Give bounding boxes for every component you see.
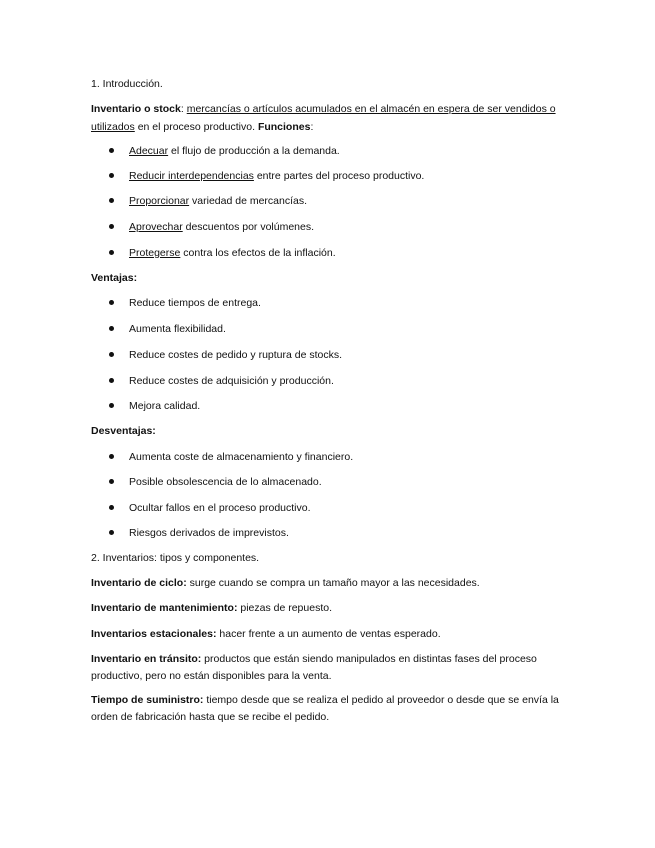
tipo-term: Inventario en tránsito: (91, 653, 202, 665)
bullet-icon (109, 403, 114, 408)
inventario-definition-rest: en el proceso productivo. (134, 121, 258, 133)
bullet-icon (109, 454, 114, 459)
colon: : (310, 121, 314, 133)
tipo-term: Tiempo de suministro: (91, 694, 204, 706)
bullet-icon (109, 479, 114, 484)
funcion-text: contra los efectos de la inflación. (180, 247, 336, 259)
bullet-icon (109, 198, 114, 203)
tipo-term: Inventario de ciclo: (91, 577, 187, 589)
inventario-definition-line-1 (91, 100, 575, 118)
tipo-text: productos que están siendo manipulados en distintas fases del proceso (201, 653, 537, 665)
ventaja-text: Reduce costes de adquisición y producción. (129, 375, 334, 387)
ventaja-text: Aumenta flexibilidad. (129, 323, 226, 335)
desventajas-heading: Desventajas: (91, 425, 156, 437)
bullet-icon (109, 326, 114, 331)
ventaja-text: Mejora calidad. (129, 400, 201, 412)
term-inventario-stock: Inventario o stock (91, 103, 181, 115)
funcion-text: entre partes del proceso productivo. (253, 170, 425, 182)
funcion-key: Reducir interdependencias (129, 170, 254, 182)
funcion-text: variedad de mercancías. (189, 195, 308, 207)
funcion-text: el flujo de producción a la demanda. (168, 145, 340, 157)
inventario-definition-line-2 (91, 118, 575, 136)
ventaja-text: Reduce tiempos de entrega. (129, 297, 261, 309)
tipo-inventario-ciclo (91, 574, 575, 592)
bullet-icon (109, 300, 114, 305)
tiempo-suministro-line-1 (91, 691, 575, 709)
tipo-text: hacer frente a un aumento de ventas esperado. (216, 628, 441, 640)
bullet-icon (109, 530, 114, 535)
desventaja-text: Posible obsolescencia de lo almacenado. (129, 476, 322, 488)
inventario-definition-text: mercancías o artículos acumulados en el almacén en espera de ser vendidos o (186, 103, 556, 115)
colon: : (180, 103, 184, 115)
ventaja-text: Reduce costes de pedido y ruptura de stocks. (129, 349, 343, 361)
inventario-transito-line-1 (91, 650, 575, 668)
funcion-key: Adecuar (129, 145, 169, 157)
desventaja-text: Riesgos derivados de imprevistos. (129, 527, 289, 539)
funciones-label: Funciones (257, 121, 311, 133)
section-heading-introduccion: 1. Introducción. (91, 78, 163, 90)
inventario-definition-text-cont: utilizados (91, 121, 135, 133)
tipo-term: Inventarios estacionales: (91, 628, 217, 640)
funcion-key: Proporcionar (129, 195, 190, 207)
bullet-icon (109, 224, 114, 229)
tipo-text: piezas de repuesto. (237, 602, 332, 614)
bullet-icon (109, 352, 114, 357)
ventajas-heading: Ventajas: (91, 272, 138, 284)
tipo-text: tiempo desde que se realiza el pedido al proveedor o desde que se envía la (203, 694, 559, 706)
tipo-text: surge cuando se compra un tamaño mayor a las necesidades. (186, 577, 480, 589)
bullet-icon (109, 378, 114, 383)
section-heading-inventarios: 2. Inventarios: tipos y componentes. (91, 552, 260, 564)
tiempo-suministro-line-2: orden de fabricación hasta que se recibe el pedido. (91, 711, 330, 723)
desventaja-text: Ocultar fallos en el proceso productivo. (129, 502, 311, 514)
inventario-transito-line-2: productivo, pero no están disponibles para la venta. (91, 670, 332, 682)
tipo-inventarios-estacionales (91, 625, 575, 643)
bullet-icon (109, 250, 114, 255)
bullet-icon (109, 148, 114, 153)
tipo-inventario-mantenimiento (91, 599, 575, 617)
funcion-key: Aprovechar (129, 221, 183, 233)
funcion-text: descuentos por volúmenes. (182, 221, 315, 233)
bullet-icon (109, 505, 114, 510)
desventaja-text: Aumenta coste de almacenamiento y financiero. (129, 451, 354, 463)
bullet-icon (109, 173, 114, 178)
tipo-term: Inventario de mantenimiento: (91, 602, 238, 614)
funcion-key: Protegerse (129, 247, 181, 259)
